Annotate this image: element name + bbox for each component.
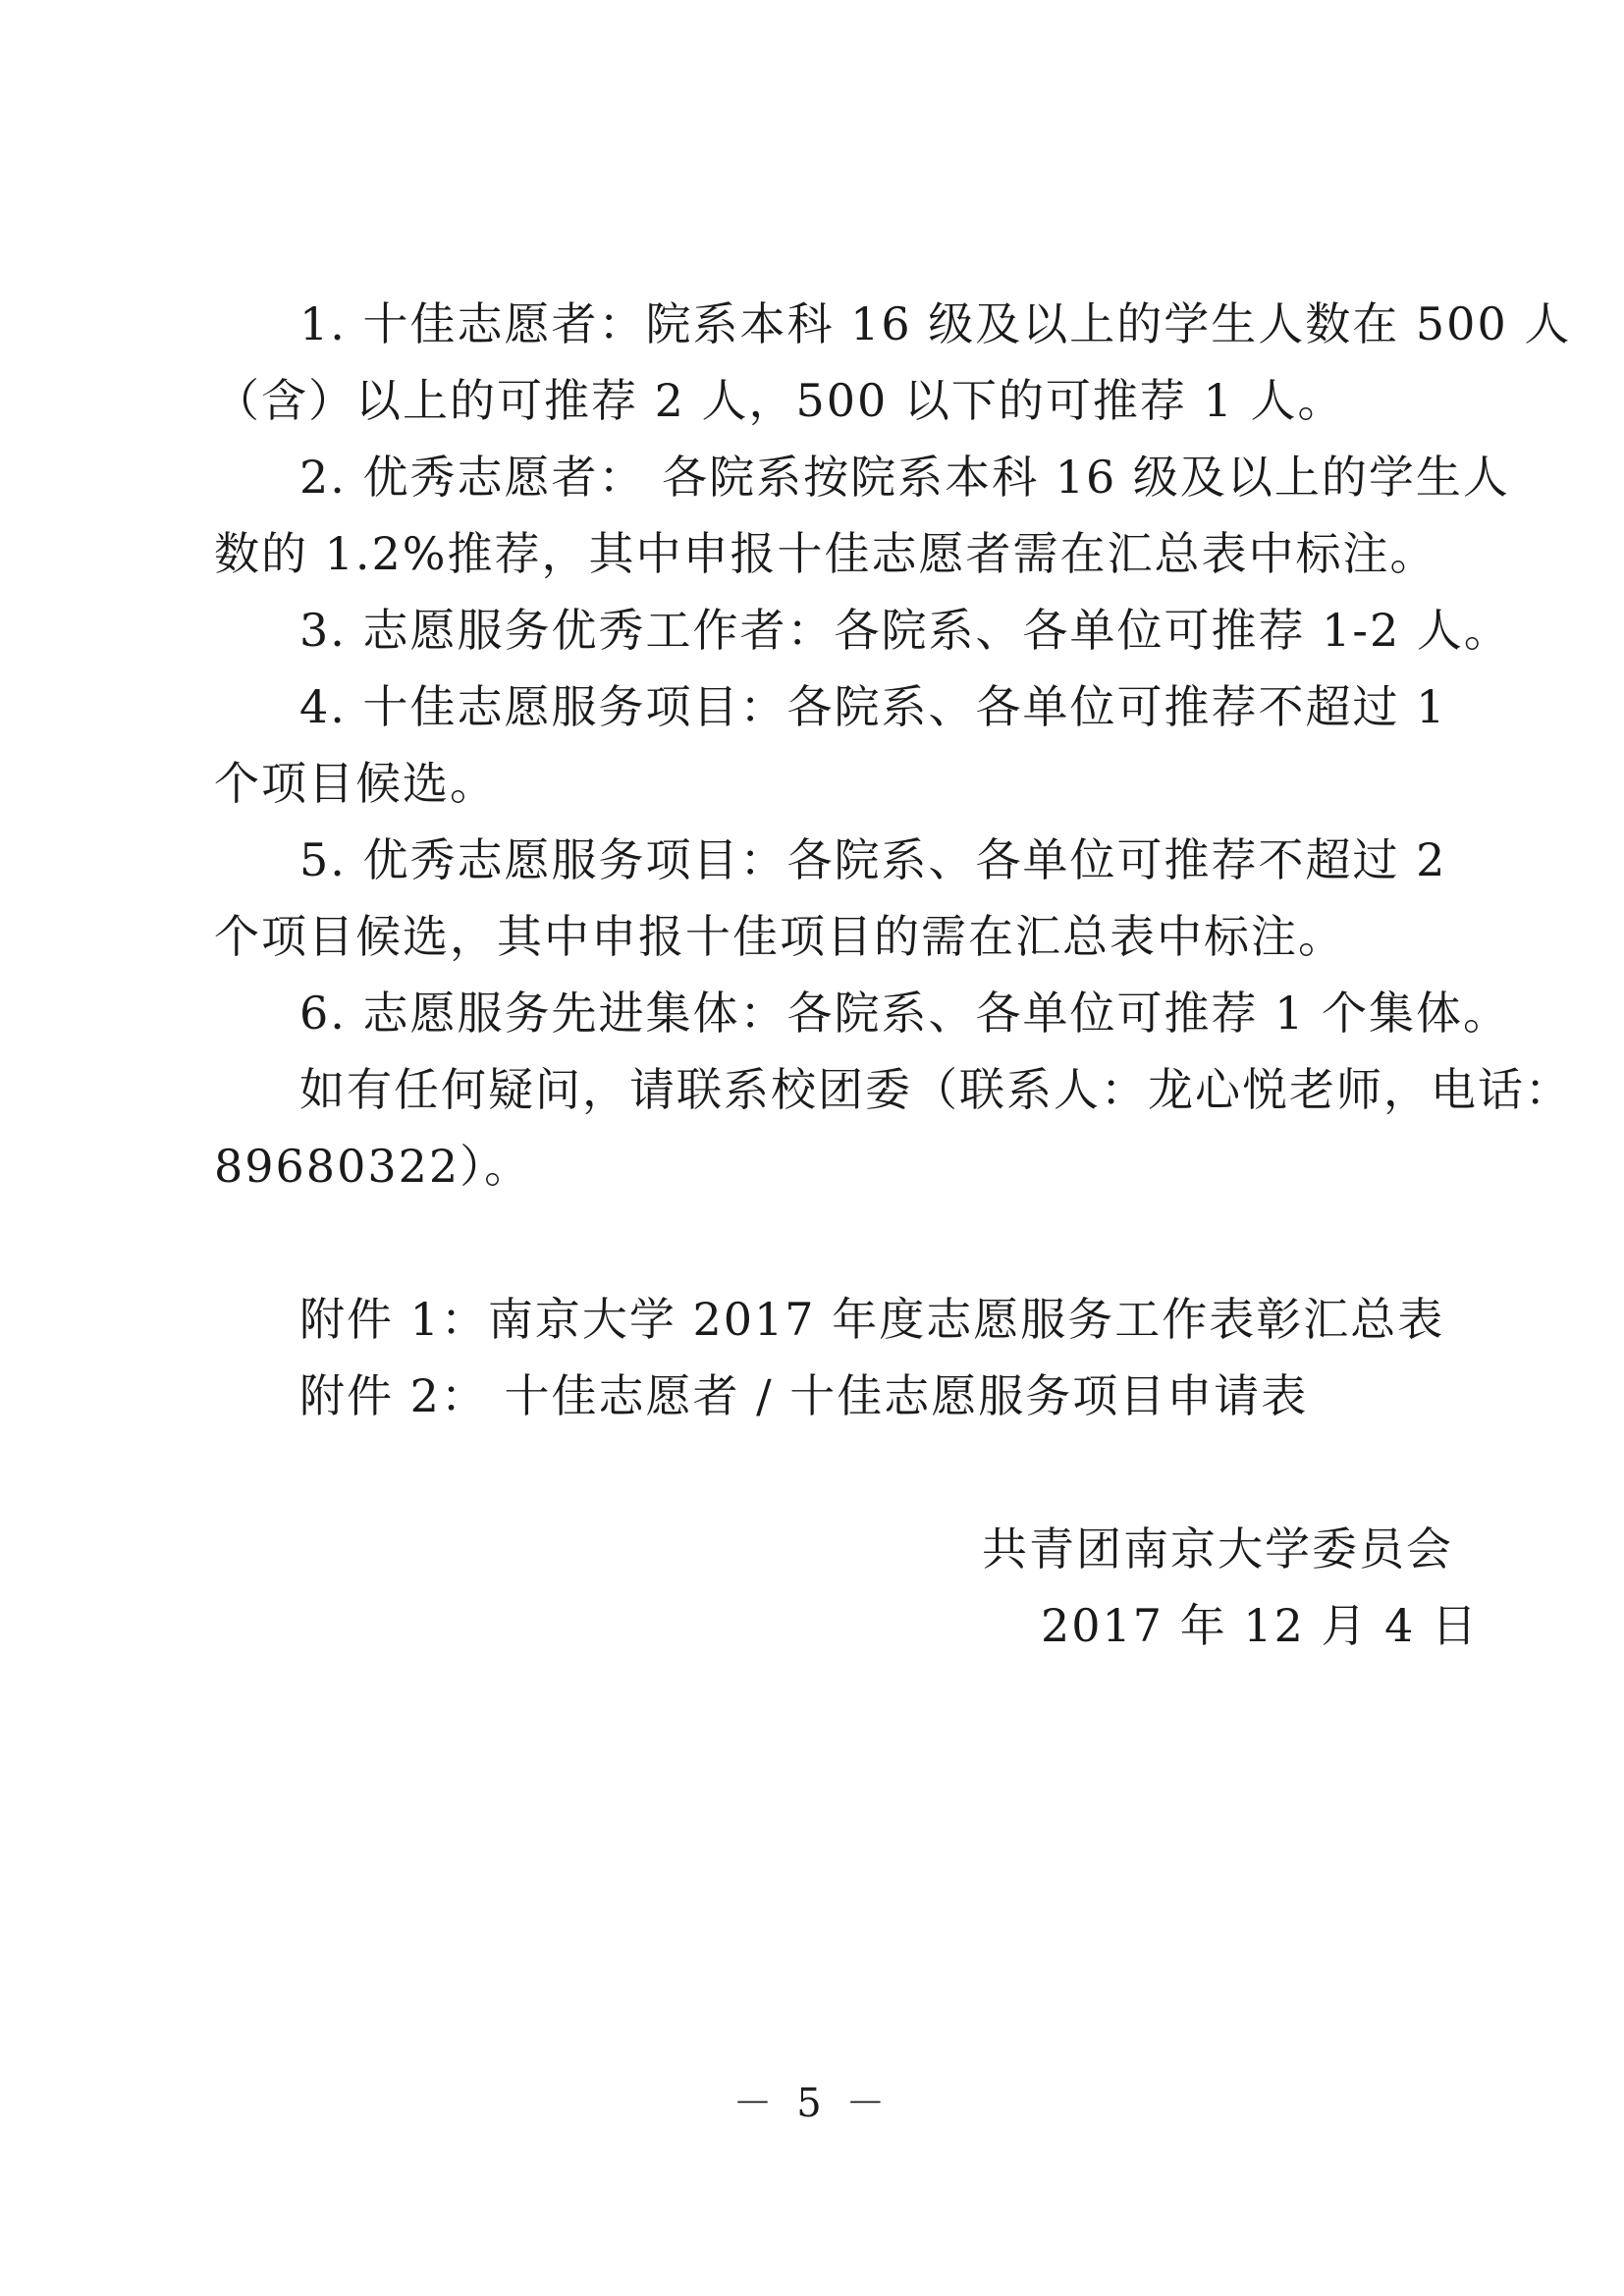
signature-date: 2017 年 12 月 4 日 xyxy=(1041,1599,1479,1652)
list-item-1-line-2: （含）以上的可推荐 2 人，500 以下的可推荐 1 人。 xyxy=(214,374,1345,427)
contact-line-2: 89680322）。 xyxy=(214,1140,532,1193)
signature-organization: 共青团南京大学委员会 xyxy=(982,1522,1453,1575)
list-item-1-line-1: 1. 十佳志愿者：院系本科 16 级及以上的学生人数在 500 人 xyxy=(299,297,1572,350)
attachment-1: 附件 1：南京大学 2017 年度志愿服务工作表彰汇总表 xyxy=(299,1293,1445,1346)
list-item-4-line-1: 4. 十佳志愿服务项目：各院系、各单位可推荐不超过 1 xyxy=(299,680,1447,733)
page-number: － 5 － xyxy=(732,2081,892,2126)
list-item-2-line-2: 数的 1.2%推荐，其中申报十佳志愿者需在汇总表中标注。 xyxy=(214,527,1437,580)
contact-line-1: 如有任何疑问，请联系校团委（联系人：龙心悦老师，电话： xyxy=(299,1063,1572,1116)
list-item-3-line-1: 3. 志愿服务优秀工作者：各院系、各单位可推荐 1-2 人。 xyxy=(299,604,1511,657)
list-item-6-line-1: 6. 志愿服务先进集体：各院系、各单位可推荐 1 个集体。 xyxy=(299,987,1511,1040)
list-item-5-line-2: 个项目候选，其中申报十佳项目的需在汇总表中标注。 xyxy=(214,910,1345,963)
list-item-5-line-1: 5. 优秀志愿服务项目：各院系、各单位可推荐不超过 2 xyxy=(299,833,1447,886)
list-item-2-line-1: 2. 优秀志愿者： 各院系按院系本科 16 级及以上的学生人 xyxy=(299,451,1510,504)
list-item-4-line-2: 个项目候选。 xyxy=(214,757,497,810)
attachment-2: 附件 2： 十佳志愿者 / 十佳志愿服务项目申请表 xyxy=(299,1369,1309,1422)
